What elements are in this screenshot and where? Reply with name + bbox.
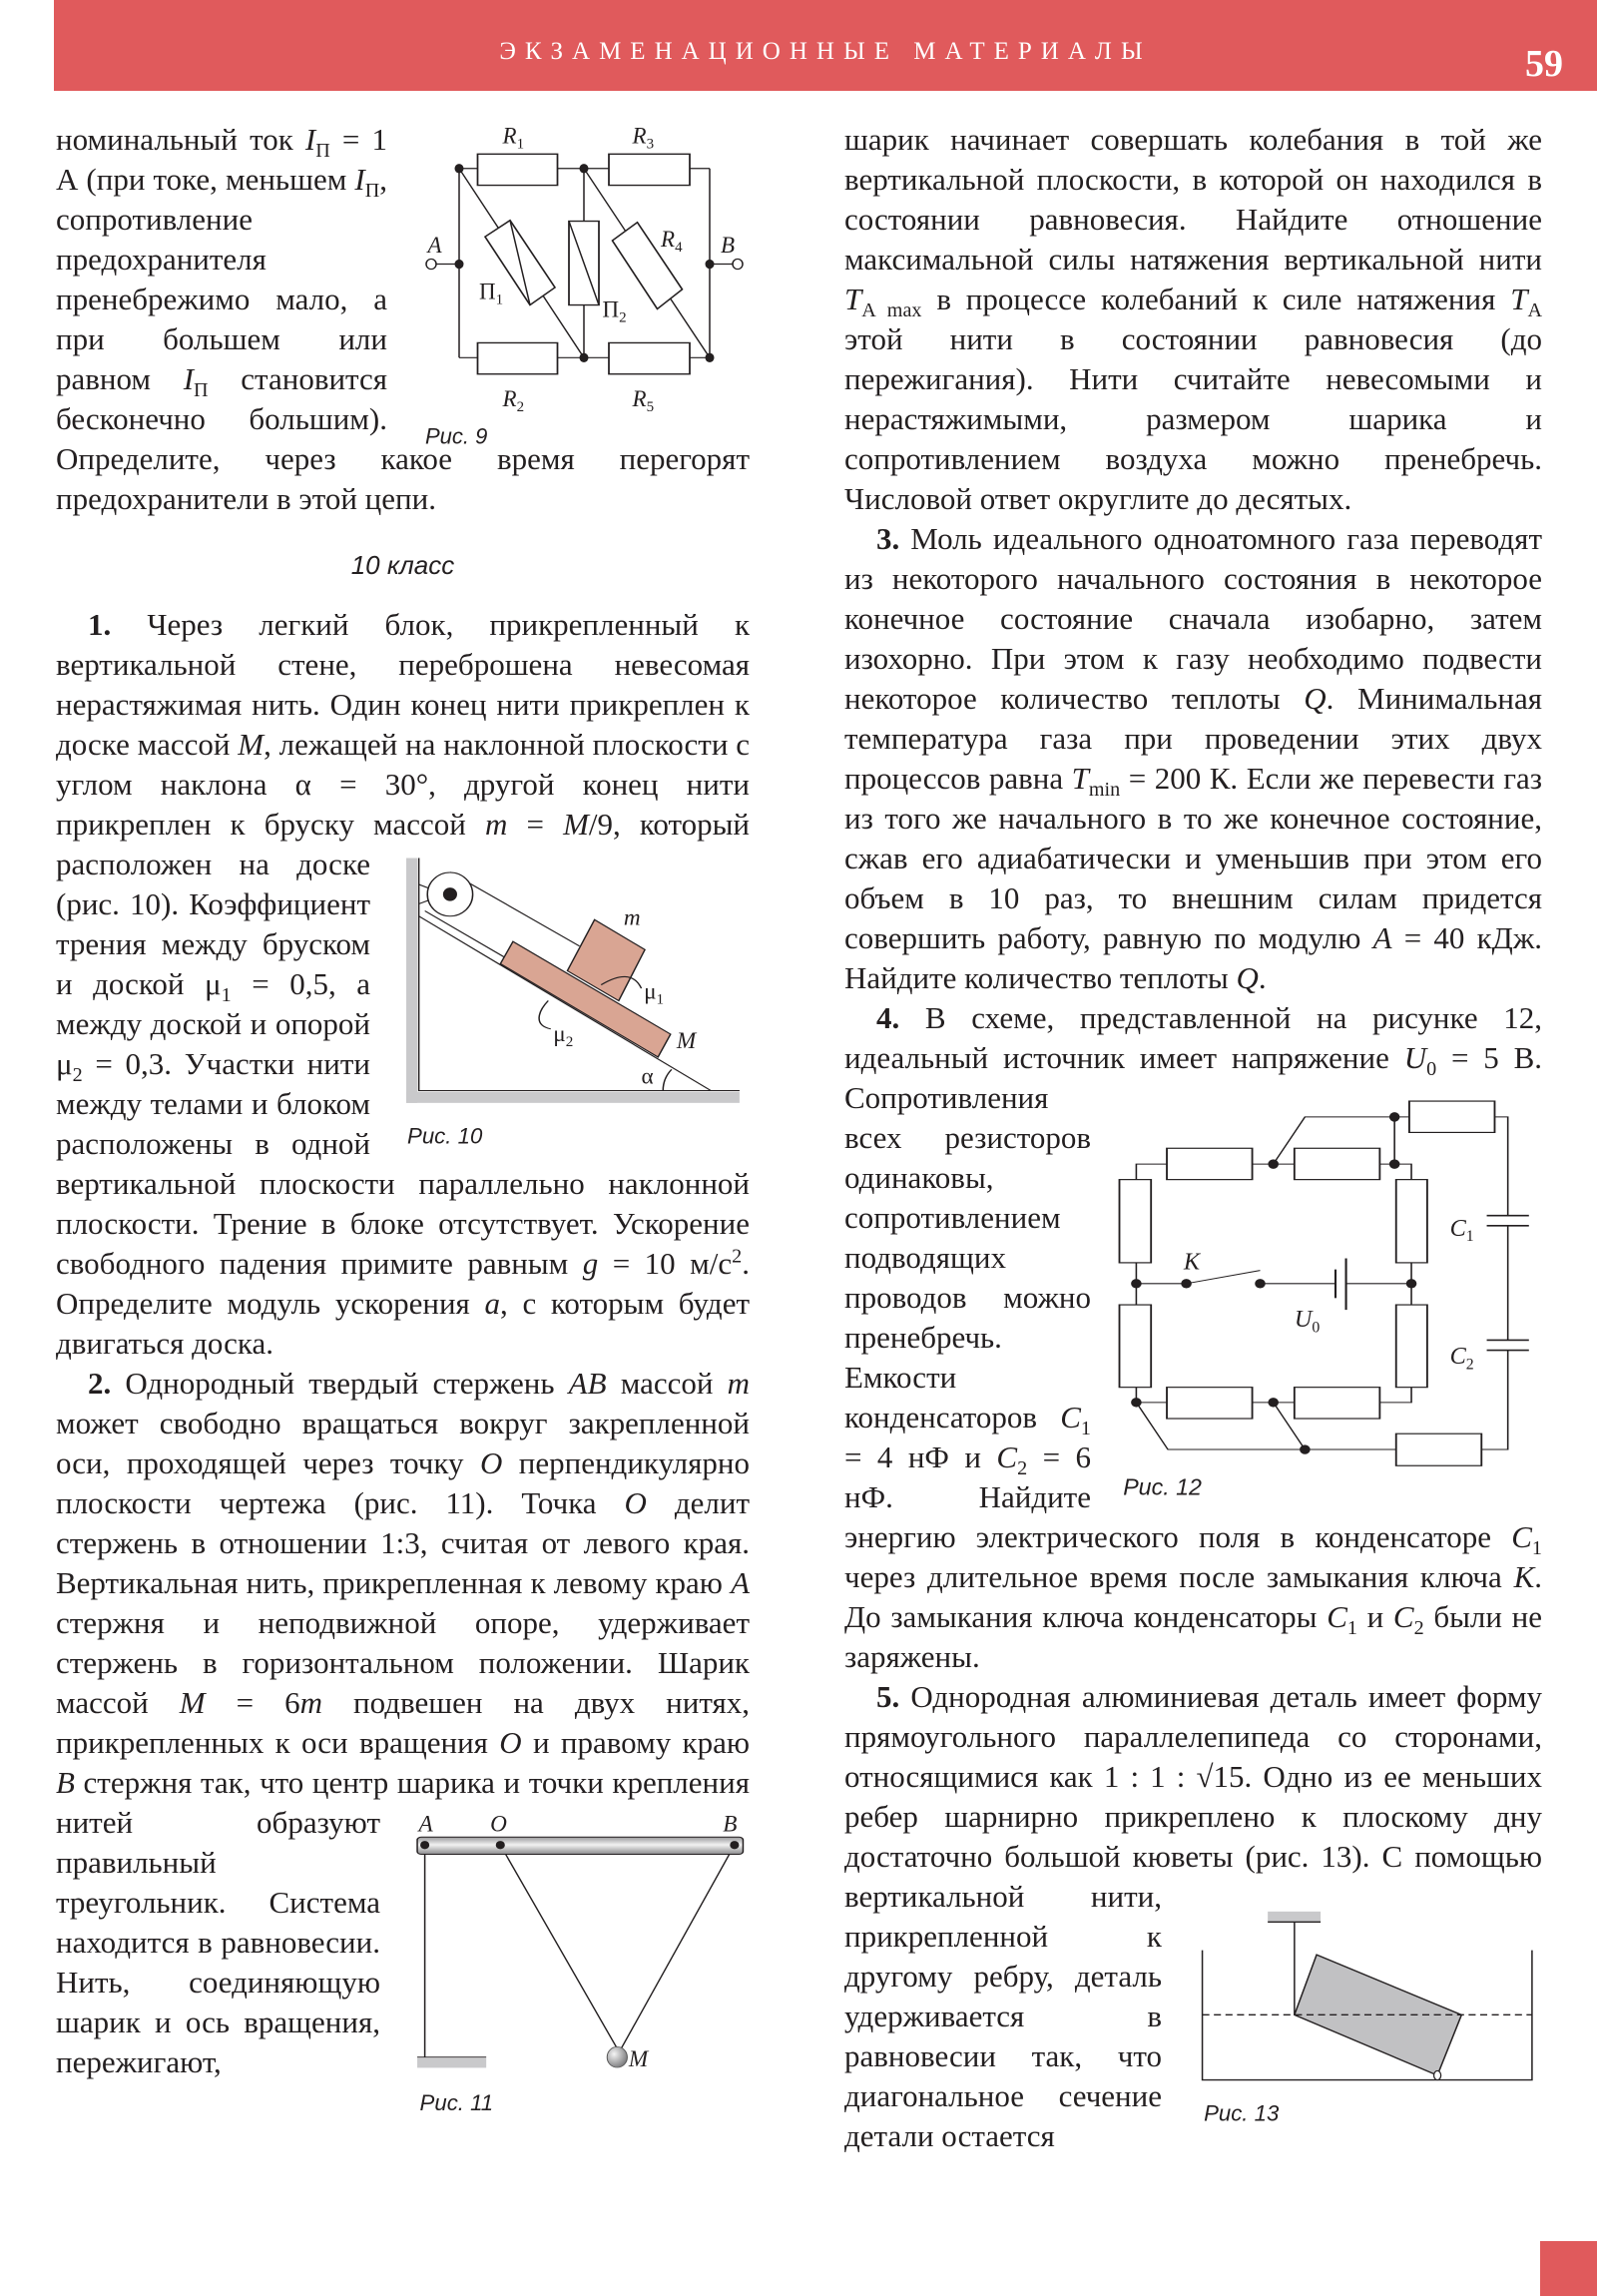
label-u0: $U_0$ [1294, 1305, 1321, 1337]
grade-heading: 10 класс [350, 550, 455, 580]
label-c1: $C_1$ [1449, 1214, 1474, 1246]
label-p2: $П_2$ [602, 296, 627, 326]
resistor-r1 [478, 154, 558, 185]
label-k: K [1183, 1248, 1201, 1276]
incline-plane [419, 916, 712, 1091]
problem-number: 4. [876, 1000, 900, 1035]
thread-O [500, 1845, 617, 2048]
paragraph-text: Моль идеального одноатомного газа переводят из некоторого начального состояния в некоторое конечное состояние сначала изобарно, затем изохорно. При этом к газу необходимо подвести некоторое количество теплоты Q. Минимальная температура газа при проведении этих двух процессов равна $T_{min} = 200$ К. Если же перевести газ из того же начального в то же конечное состояние, сжав его адиабатически и уменьшив при этом его объем в 10 раз, то внешним силам придется совершить работу, равную по модулю A = 40 кДж. Найдите количество теплоты Q. [844, 521, 1543, 995]
rod-AB [417, 1837, 743, 1854]
header-band [54, 0, 1597, 91]
page-number: 59 [1525, 43, 1563, 85]
label-o: O [490, 1811, 507, 1838]
angle-arc [663, 1069, 672, 1090]
problem-4 [844, 998, 1542, 1677]
section-title: ЭКЗАМЕНАЦИОННЫЕ МАТЕРИАЛЫ [499, 38, 1152, 65]
problem-number: 5. [876, 1679, 900, 1714]
label-m: m [623, 904, 641, 931]
label-a: A [418, 1811, 433, 1838]
floor [406, 1092, 740, 1103]
label-p1: $П_1$ [479, 279, 504, 308]
terminal-b [733, 259, 743, 269]
figure-11 [388, 1803, 750, 2122]
label-mu2: $\mu_2$ [553, 1021, 574, 1051]
thread-B [621, 1845, 735, 2048]
resistor-r2 [478, 342, 558, 373]
terminal-a [426, 259, 436, 269]
label-r4: $R_4$ [661, 226, 683, 256]
paragraph-text: шарик начинает совершать колебания в той же вертикальной плоскости, в которой он находился в состоянии равновесия. Найдите отношение максимальной силы натяжения вертикальной нити $T_{A max}$ в процессе колебаний к силе натяжения $T_A$ этой нити в состоянии равновесия (до пережигания). Нити считайте невесомыми и нерастяжимыми, размером шарика и сопротивлением воздуха можно пренебречь. Числовой ответ округлите до десятых. [844, 122, 1542, 516]
fuse-p2 [569, 222, 599, 305]
arrow-mu2 [539, 1000, 551, 1028]
string-lower [425, 910, 506, 957]
support [417, 2058, 486, 2068]
figure-10 [378, 845, 750, 1164]
label-alpha: α [641, 1063, 654, 1090]
label-M: M [676, 1028, 697, 1055]
paragraph-text: Однородная алюминиевая деталь имеет форму прямоугольного параллелепипеда со сторонами, относящимися как 1 : 1 : √15. Одно из ее меньших ребер шарнирно прикреплено к плоскому дну достаточно большой кюветы (рис. 13). С помощью вертикальной нити, [844, 1679, 1542, 1914]
label-a: A [427, 232, 442, 258]
label-r2: $R_2$ [502, 386, 525, 416]
circuit-diagram-9 [420, 116, 750, 455]
incline-diagram-10 [402, 855, 750, 1154]
circuit-diagram-12 [1110, 1096, 1542, 1503]
label-c2: $C_2$ [1449, 1343, 1474, 1374]
figure-caption: Рис. 11 [419, 2090, 494, 2116]
cuvette-diagram-13 [1195, 1905, 1542, 2132]
label-r1: $R_1$ [502, 123, 525, 153]
resistor-r3 [609, 154, 690, 185]
paragraph-text: прикрепленной к другому ребру, деталь удерживается в равновесии так, что диагональное сечение детали остается [844, 1919, 1162, 2153]
problem-2-continuation [844, 120, 1542, 519]
hinge [1434, 2070, 1441, 2079]
paragraph-text: (рис. 10). Коэффициент трения между бруском и доской $\mu_1 = 0,5$, а между доской и опорой $\mu_2 = 0,3$. Участки нити между телами и блоком расположены в одной вертикальной плоскости параллельно наклонной плоскости. Трение в блоке отсутствует. Ускорение свободного падения примите равным g = 10 $м/с^2$. Определите модуль ускорения a, с которым будет двигаться доска. [56, 886, 750, 1361]
paragraph-text: Однородный твердый стержень AB массой m может свободно вращаться вокруг закрепленной оси, проходящей через точку O перпендикулярно плоскости чертежа (рис. 11). Точка O делит стержень в отношении 1:3, считая от левого края. Вертикальная нить, прикрепленная к левому краю A стержня и неподвижной опоре, удерживает стержень в горизонтальном положении. Шарик массой M = 6m подвешен на двух нитях, прикрепленных к оси вращения O и правому краю B стержня так, что центр [56, 1366, 751, 1800]
ball-M [607, 2046, 627, 2067]
label-r5: $R_5$ [632, 386, 655, 416]
figure-caption: Рис. 10 [407, 1123, 483, 1149]
problem-2 [56, 1364, 751, 2116]
paragraph-text: $U_0 = 5$ В. Сопротивления всех резисторов одинаковы, сопротивлением подводящих проводов можно пренебречь. Емкости конденсаторов $C_1 = 4$ нФ и $C_2 = 6$ нФ. Найдите энергию электрического поля в конденсаторе $C_1$ через длительное время после замыкания ключа K. До замыкания ключа конденсаторы $C_1$ и $C_2$ были не заряжены. [844, 1040, 1543, 1674]
corner-tab [1540, 2241, 1597, 2296]
wall [406, 859, 417, 1103]
figure-13 [1170, 1877, 1542, 2126]
label-b: B [723, 1811, 738, 1838]
capacitor-c2 [1487, 1340, 1529, 1350]
problem-number: 1. [88, 607, 112, 642]
resistor-r5 [609, 342, 690, 373]
ceiling [1268, 1912, 1321, 1922]
figure-caption: Рис. 12 [1123, 1473, 1202, 1500]
paragraph-text: Через легкий блок, прикрепленный к вертикальной стене, переброшена невесомая нерастяжимая нить. Один конец нити прикреплен к доске массой M, лежащей на наклонной плоскости с углом наклона α = 30°, другой конец нити прикреплен к бруску массой m = M/9, который расположен на доске [56, 607, 751, 881]
paragraph-text: В схеме, представленной на рисунке 12, идеальный источник имеет напряжение [844, 1000, 1542, 1075]
figure-caption: Рис. 13 [1204, 2100, 1280, 2126]
problem-3 [844, 519, 1542, 998]
paragraph-text: шарика и точки крепления нитей образуют правильный треугольник. Система находится в равновесии. Нить, соединяющую шарик и ось вращения, пережигают, [56, 1765, 750, 2079]
problem-9-continuation [56, 120, 750, 519]
figure-12 [1099, 1078, 1542, 1517]
label-mu1: $\mu_1$ [644, 978, 665, 1008]
capacitor-c1 [1487, 1216, 1529, 1226]
problem-1 [56, 605, 750, 1364]
label-m: M [628, 2046, 649, 2073]
figure-9 [395, 120, 750, 449]
label-r3: $R_3$ [632, 123, 655, 153]
rod-diagram-11 [412, 1808, 750, 2117]
paragraph-text: номинальный ток $I_П = 1$ А (при токе, меньшем $I_П$, сопротивление предохранителя пренебрежимо мало, а при большем или равном $I_П$ становится бесконечно большим). Определите, через какое время перегорят предохранители в этой цепи. [56, 122, 750, 516]
label-b: B [721, 232, 736, 258]
problem-5 [844, 1677, 1542, 2156]
problem-number: 2. [88, 1366, 112, 1401]
right-column [844, 120, 1542, 2156]
left-column [56, 120, 750, 2122]
problem-number: 3. [876, 521, 900, 556]
battery-icon [1335, 1259, 1346, 1311]
figure-caption: Рис. 9 [425, 423, 488, 449]
